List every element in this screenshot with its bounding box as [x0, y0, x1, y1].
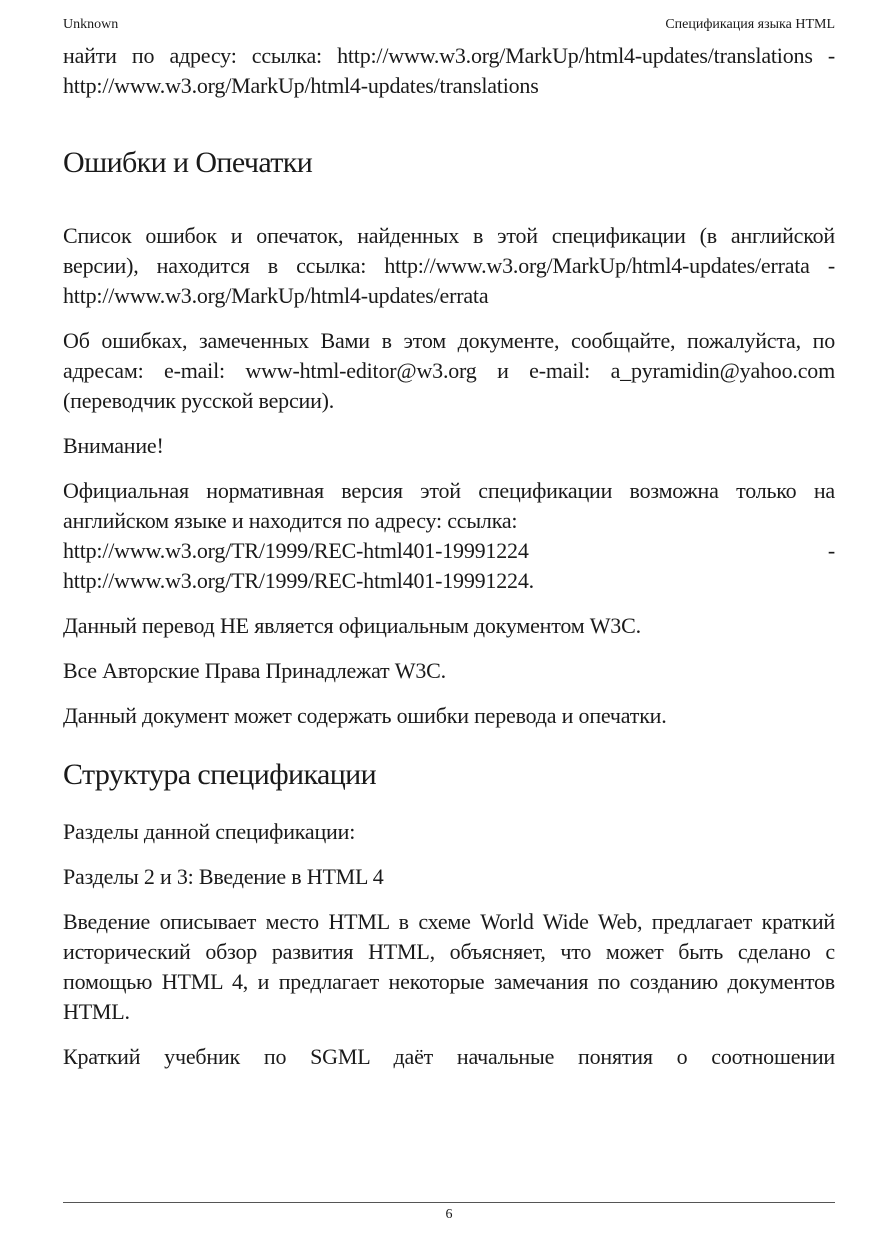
copyright-paragraph: Все Авторские Права Принадлежат W3C. — [63, 658, 446, 683]
page-content — [63, 41, 835, 1072]
footer-divider — [63, 1202, 835, 1203]
sections-2-3-paragraph: Разделы 2 и 3: Введение в HTML 4 — [63, 864, 384, 889]
official-version-link: http://www.w3.org/TR/1999/REC-html401-19991224. — [63, 568, 534, 593]
errors-disclaimer-paragraph: Данный документ может содержать ошибки перевода и опечатки. — [63, 703, 667, 728]
header-left-text: Unknown — [63, 17, 119, 32]
structure-heading: Структура спецификации — [63, 758, 377, 791]
running-header — [63, 16, 835, 34]
not-official-paragraph: Данный перевод НЕ является официальным документом W3C. — [63, 613, 641, 638]
page-number: 6 — [445, 1207, 453, 1222]
errata-paragraph: Список ошибок и опечаток, найденных в этой спецификации (в английской версии), находится в ссылка: http://www.w3.org/MarkUp/html4-updates/errata - http://www.w3.org/MarkUp/html4-updates/errata — [63, 223, 835, 308]
introduction-description-paragraph: Введение описывает место HTML в схеме World Wide Web, предлагает краткий исторический обзор развития HTML, объясняет, что может быть сделано с помощью HTML 4, и предлагает некоторые замечания по созданию документов HTML. — [63, 909, 835, 1024]
official-version-paragraph — [63, 476, 835, 596]
translations-link-paragraph: найти по адресу: ссылка: http://www.w3.org/MarkUp/html4-updates/translations - http://www.w3.org/MarkUp/html4-updates/translations — [63, 43, 835, 98]
sections-intro-paragraph: Разделы данной спецификации: — [63, 819, 356, 844]
official-version-link-line: http://www.w3.org/TR/1999/REC-html401-19991224 - — [63, 538, 835, 563]
report-errors-paragraph: Об ошибках, замеченных Вами в этом документе, сообщайте, пожалуйста, по адресам: e-mail: www-html-editor@w3.org и e-mail: a_pyramidin@yahoo.com (переводчик русской версии). — [63, 328, 835, 413]
attention-paragraph: Внимание! — [63, 433, 164, 458]
errata-heading: Ошибки и Опечатки — [63, 146, 313, 179]
official-version-text: Официальная нормативная версия этой спецификации возможна только на английском языке и находится по адресу: ссылка: — [63, 478, 835, 533]
sgml-tutorial-paragraph: Краткий учебник по SGML даёт начальные понятия о соотношении — [63, 1044, 835, 1069]
header-document-title: Спецификация языка HTML — [665, 17, 835, 32]
document-page — [63, 0, 835, 1241]
